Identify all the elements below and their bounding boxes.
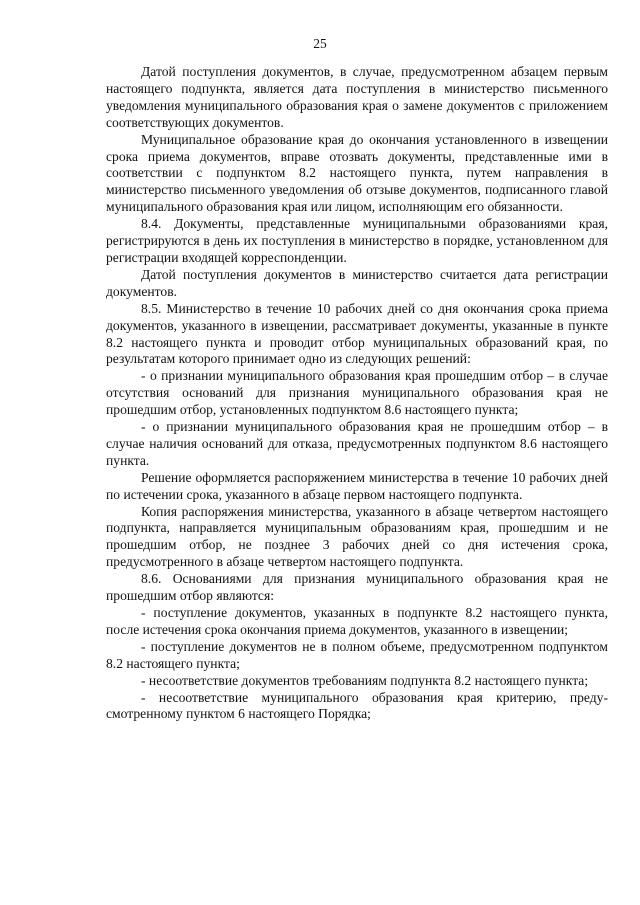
paragraph: 8.6. Основаниями для признания муниципального образования края не прошедшим отбор являются: bbox=[106, 571, 608, 604]
paragraph: Датой поступления документов в министерство считается дата регистрации документов. bbox=[106, 266, 608, 299]
paragraph: - поступление документов, указанных в подпункте 8.2 настоящего пункта, после истечения срока окончания приема документов, указанного в извещении; bbox=[106, 605, 608, 637]
paragraph: Решение оформляется распоряжением министерства в течение 10 рабочих дней по истечении срока, указанного в абзаце первом настоящего подпункта. bbox=[106, 469, 608, 502]
paragraph: - поступление документов не в полном объеме, предусмотренном подпунктом 8.2 настоящего пункта; bbox=[106, 638, 608, 671]
paragraph: - о признании муниципального образования края прошедшим отбор – в случае отсутствия оснований для признания муниципального образования края не прошедшим отбор, установленных подпунктом 8.6 настоящего пункта; bbox=[106, 368, 608, 418]
paragraph: 8.4. Документы, представленные муниципальными образованиями края, регистрируются в день их поступления в министерство в порядке, установленном для регистрации входящей корреспонденции. bbox=[106, 216, 608, 265]
paragraph: Копия распоряжения министерства, указанного в абзаце четвертом настоящего подпункта, направляется муниципальным образованиям края, прошедшим и не прошедшим отбор, не позднее 3 рабочих дней со дня истечения срока, предусмотренного в абзаце четвертом настоящего подпункта. bbox=[106, 503, 608, 570]
paragraph: - о признании муниципального образования края не прошедшим отбор – в случае наличия оснований для отказа, предусмотренных подпунктом 8.6 настоящего пункта. bbox=[106, 419, 608, 468]
paragraph: Муниципальное образование края до окончания установленного в извещении срока приема документов, вправе отозвать документы, представленные ими в соответствии с подпунктом 8.2 настоящего пункта, путем направления в министерство письменного уведомления об отзыве документов, подписанного главой муниципального образования края или лицом, исполняющим его обязанности. bbox=[106, 131, 608, 215]
page-number: 25 bbox=[313, 36, 327, 51]
paragraph: - несоответствие документов требованиям подпункта 8.2 настоящего пункта; bbox=[141, 672, 589, 688]
paragraph: Датой поступления документов, в случае, предусмотренном абзацем первым настоящего подпункта, является дата поступления в министерство письменного уведомления муниципального образования края о замене документов с приложением соответствующих документов. bbox=[106, 64, 608, 130]
paragraph: 8.5. Министерство в течение 10 рабочих дней со дня окончания срока приема документов, указанного в извещении, рассматривает документы, указанные в пункте 8.2 настоящего пункта и проводит отбор муниципальных образований края, по результатам которого принимает одно из следующих решений: bbox=[106, 300, 608, 367]
document-body bbox=[106, 64, 608, 723]
paragraph: - несоответствие муниципального образования края критерию, предусмотренному пунктом 6 настоящего Порядка; bbox=[106, 689, 608, 722]
